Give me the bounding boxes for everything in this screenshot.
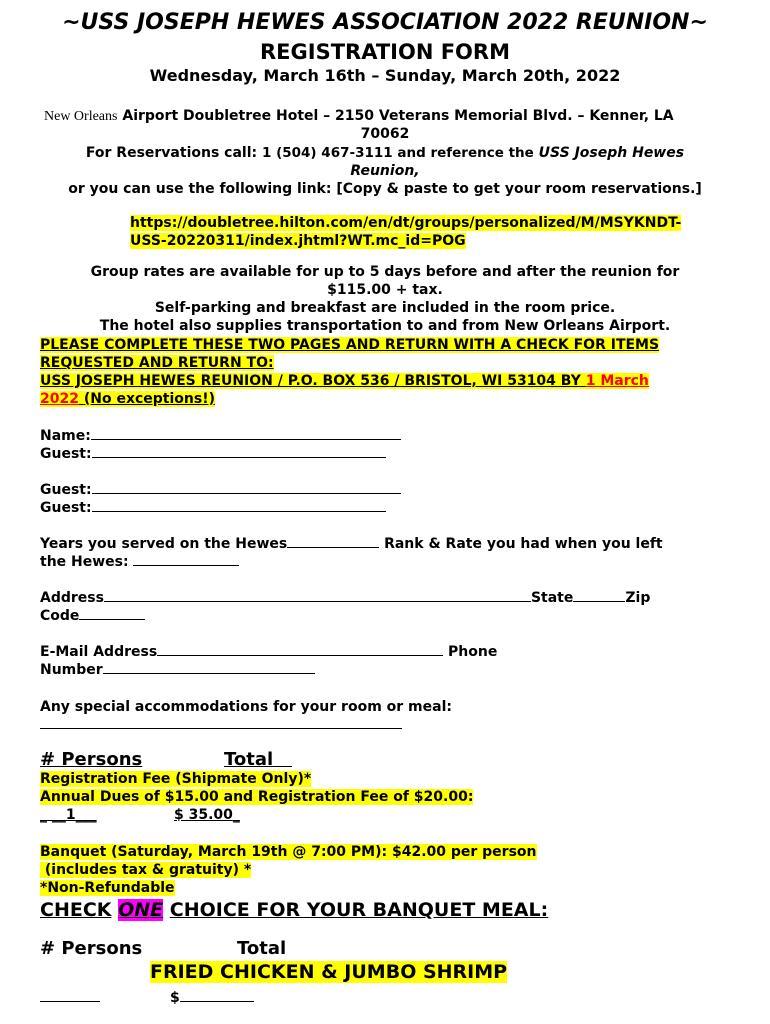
reservations-phone: 1 (504) 467-3111 and reference the: [261, 145, 534, 161]
one-label: ONE: [118, 899, 164, 921]
banquet-block: [40, 843, 537, 897]
reference-name: USS Joseph Hewes: [538, 145, 685, 161]
link-intro: or you can use the following link: [Copy & paste to get your room reservations.]: [68, 181, 702, 197]
guest-input-line[interactable]: [92, 445, 386, 458]
guest-input-line[interactable]: [92, 481, 401, 494]
banquet-tax-line: (includes tax & gratuity) *: [40, 862, 252, 878]
deadline-part1: 1 March: [585, 373, 649, 389]
instructions-line1: PLEASE COMPLETE THESE TWO PAGES AND RETURN WITH A CHECK FOR ITEMS: [40, 337, 660, 353]
city-prefix: New Orleans: [44, 109, 118, 124]
transport-info: The hotel also supplies transportation to and from New Orleans Airport.: [99, 318, 671, 334]
hotel-zip: 70062: [360, 126, 410, 142]
guest-field-2[interactable]: [40, 481, 401, 499]
persons-column-label: # Persons: [40, 749, 143, 770]
meal-option-1: [150, 960, 507, 984]
guest-label: Guest:: [40, 500, 92, 516]
reference-name-cont: Reunion,: [350, 163, 420, 179]
form-subtitle: REGISTRATION FORM: [260, 40, 510, 64]
reservation-url-line2[interactable]: USS-20220311/index.jhtml?WT.mc_id=POG: [130, 233, 466, 249]
banquet-total-header: Total: [237, 938, 287, 959]
email-label: E-Mail Address: [40, 644, 158, 660]
address-field[interactable]: [40, 589, 740, 625]
meal-total-field[interactable]: [170, 989, 254, 1007]
years-label: Years you served on the Hewes: [40, 536, 288, 552]
non-refundable-note: *Non-Refundable: [40, 880, 175, 896]
guest-field-3[interactable]: [40, 499, 386, 517]
phone-input-line[interactable]: [103, 661, 315, 674]
reservations-label: For Reservations call:: [85, 145, 258, 161]
banquet-line: Banquet (Saturday, March 19th @ 7:00 PM): $42.00 per person: [40, 844, 537, 860]
guest-label: Guest:: [40, 482, 92, 498]
reservation-url[interactable]: [130, 214, 681, 250]
registration-fee-block: [40, 770, 473, 806]
special-accommodations-field[interactable]: [40, 698, 452, 734]
state-label: State: [530, 590, 574, 606]
reservation-url-line1[interactable]: https://doubletree.hilton.com/en/dt/groups/personalized/M/MSYKNDT-: [130, 215, 682, 231]
total-column-label: Total: [224, 749, 274, 770]
special-input-line[interactable]: [40, 716, 402, 729]
guest-input-line[interactable]: [92, 499, 386, 512]
instructions-line2: REQUESTED AND RETURN TO:: [40, 355, 274, 371]
registration-fee-line: Registration Fee (Shipmate Only)*: [40, 771, 312, 787]
registration-total-value[interactable]: $ 35.00_: [174, 807, 240, 823]
code-label: Code: [40, 608, 80, 624]
meal-persons-input-line[interactable]: [40, 989, 100, 1002]
email-phone-field[interactable]: [40, 643, 740, 679]
return-instructions: [40, 336, 740, 408]
meal-choice-heading: [40, 898, 548, 922]
form-title: ~USS JOSEPH HEWES ASSOCIATION 2022 REUNION~: [62, 10, 708, 35]
service-years-field[interactable]: [40, 535, 740, 571]
total-amount[interactable]: $ 35.00: [174, 807, 233, 823]
guest-label: Guest:: [40, 446, 92, 462]
name-field[interactable]: [40, 427, 401, 445]
rank-label: Rank & Rate you had when you left: [384, 536, 663, 552]
years-input-line[interactable]: [287, 535, 379, 548]
email-input-line[interactable]: [157, 643, 443, 656]
group-rates-line1: Group rates are available for up to 5 days before and after the reunion for: [90, 264, 680, 280]
hotel-address-line: [44, 107, 744, 126]
rank-input-line[interactable]: [133, 553, 239, 566]
meal-total-input-line[interactable]: [180, 989, 254, 1002]
dollar-sign: $: [170, 990, 180, 1006]
persons-header: [40, 749, 142, 771]
name-label: Name:: [40, 428, 91, 444]
reservations-line: [0, 144, 770, 162]
rank-label-cont: the Hewes:: [40, 554, 129, 570]
address-label: Address: [40, 590, 104, 606]
mailing-address: USS JOSEPH HEWES REUNION / P.O. BOX 536 / BRISTOL, WI 53104 BY: [40, 373, 581, 389]
parking-info: Self-parking and breakfast are included in the room price.: [154, 300, 616, 316]
state-input-line[interactable]: [573, 589, 625, 602]
name-input-line[interactable]: [91, 427, 401, 440]
zip-input-line[interactable]: [79, 607, 145, 620]
check-label: CHECK: [40, 899, 112, 921]
registration-persons-value[interactable]: _ __1___: [40, 807, 97, 823]
deadline-part2: 2022: [40, 391, 79, 407]
number-label: Number: [40, 662, 103, 678]
zip-label: Zip: [625, 590, 651, 606]
reunion-dates: Wednesday, March 16th – Sunday, March 20th, 2022: [149, 66, 621, 85]
group-rates-line2: $115.00 + tax.: [327, 282, 443, 298]
hotel-address: Airport Doubletree Hotel – 2150 Veterans Memorial Blvd. – Kenner, LA: [122, 108, 674, 124]
no-exceptions: (No exceptions!): [83, 391, 215, 407]
special-label: Any special accommodations for your room or meal:: [40, 699, 452, 715]
guest-field-1[interactable]: [40, 445, 386, 463]
meal-option-label: FRIED CHICKEN & JUMBO SHRIMP: [150, 961, 508, 983]
choice-label: CHOICE FOR YOUR BANQUET MEAL:: [169, 899, 549, 921]
address-input-line[interactable]: [104, 589, 531, 602]
meal-persons-field[interactable]: [40, 989, 100, 1007]
phone-label: Phone: [448, 644, 498, 660]
total-header: [224, 749, 292, 771]
banquet-persons-header: # Persons: [40, 938, 143, 959]
persons-count[interactable]: 1: [65, 807, 76, 823]
annual-dues-line: Annual Dues of $15.00 and Registration Fee of $20.00:: [40, 789, 474, 805]
